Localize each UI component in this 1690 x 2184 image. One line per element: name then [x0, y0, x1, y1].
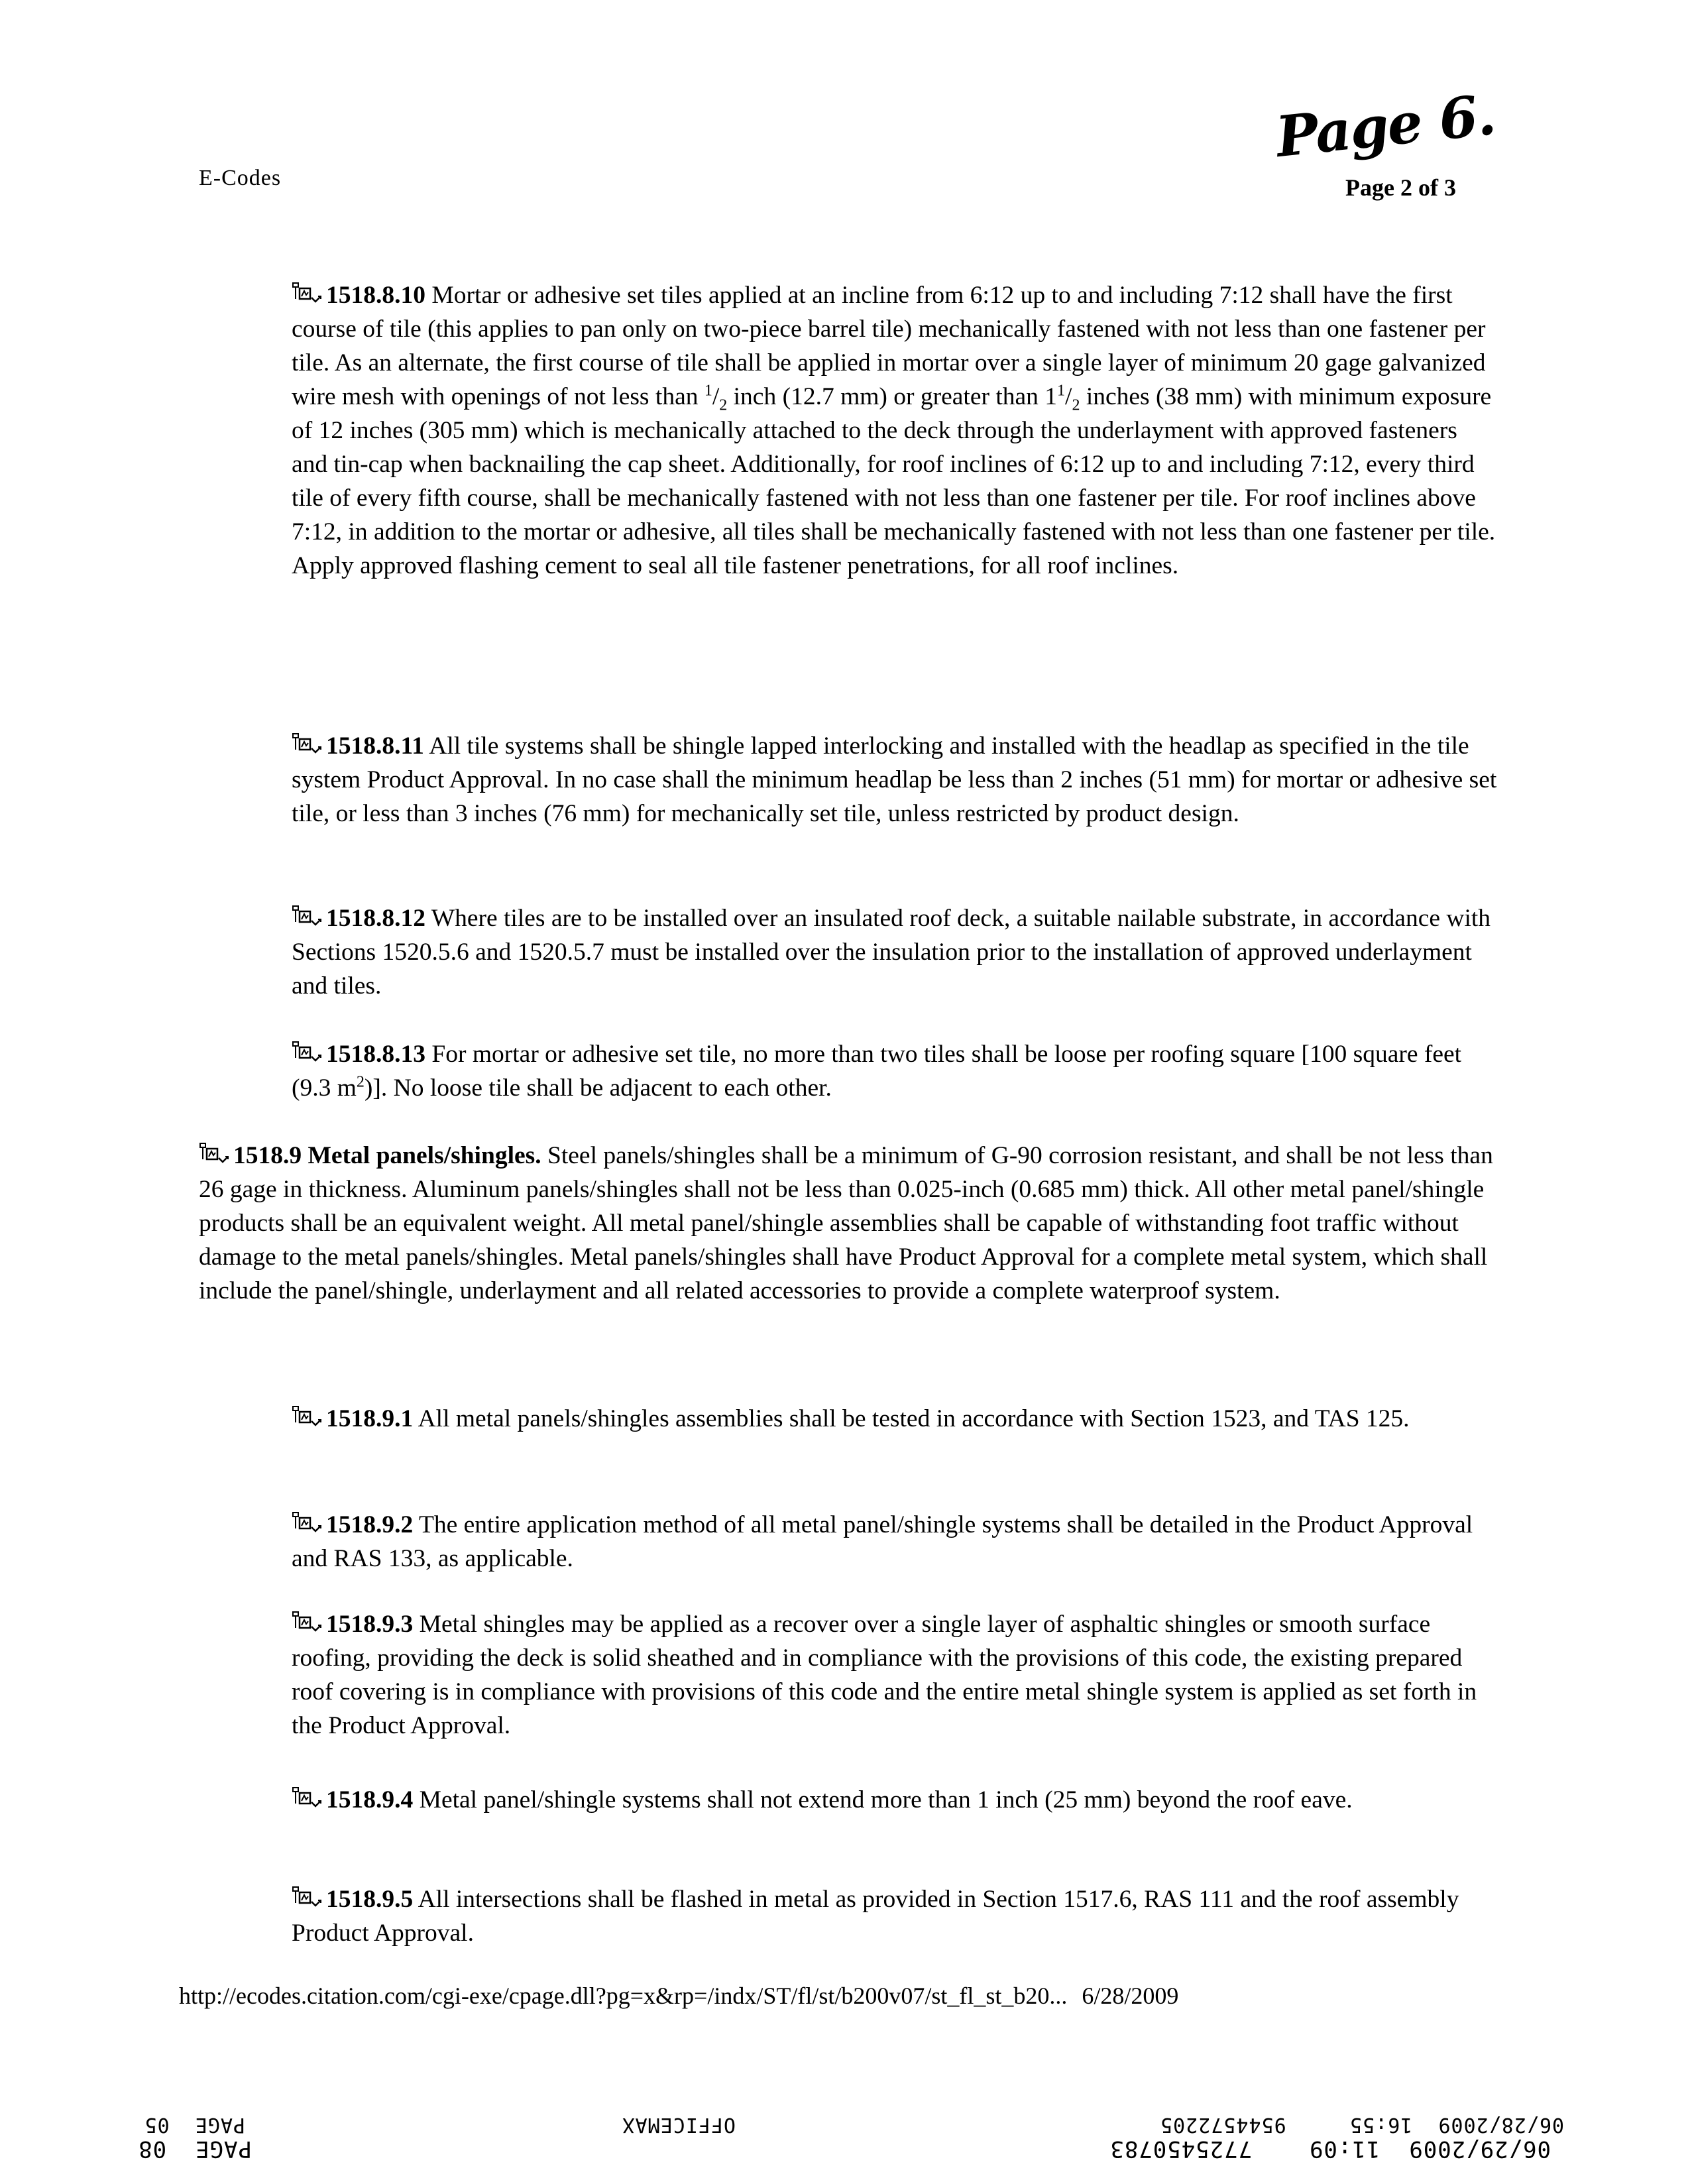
section-text: For mortar or adhesive set tile, no more than two tiles shall be loose per roofing square [100 square feet (9.3 m	[292, 1041, 1462, 1102]
section-1518-9-1	[292, 1402, 1498, 1436]
section-text: The entire application method of all metal panel/shingle systems shall be detailed in the Product Approval and RAS 133, as applicable.	[292, 1511, 1473, 1572]
section-number[interactable]: 1518.9.2	[326, 1511, 414, 1538]
section-text: Steel panels/shingles shall be a minimum of G-90 corrosion resistant, and shall be not less than 26 gage in thickness. Aluminum panels/shingles shall not be less than 0.025-inch (0.685 mm) thick. All other metal panel/shingle products shall be an equivalent weight. All metal panel/shingle assemblies shall be capable of withstanding foot traffic without damage to the metal panels/shingles. Metal panels/shingles shall have Product Approval for a complete metal system, which shall include the panel/shingle, underlayment and all related accessories to provide a complete waterproof system.	[199, 1142, 1493, 1304]
section-number[interactable]: 1518.8.13	[326, 1041, 425, 1068]
fax-sender: OFFICEMAX	[622, 2113, 736, 2136]
section-1518-9	[199, 1139, 1498, 1308]
page-footer	[179, 1982, 1531, 2010]
section-text: Where tiles are to be installed over an insulated roof deck, a suitable nailable substrate, in accordance with Sections 1520.5.6 and 1520.5.7 must be installed over the insulation prior to the installation of approved underlayment and tiles.	[292, 905, 1491, 1000]
section-text: All metal panels/shingles assemblies shall be tested in accordance with Section 1523, and TAS 125.	[418, 1405, 1410, 1432]
section-number[interactable]: 1518.9.4	[326, 1786, 414, 1813]
fax-time: 16:55	[1349, 2113, 1413, 2136]
source-url-link[interactable]: http://ecodes.citation.com/cgi-exe/cpage.dll?pg=x&rp=/indx/ST/fl/st/b200v07/st_fl_st_b20...	[179, 1983, 1068, 2009]
section-text: All tile systems shall be shingle lapped interlocking and installed with the headlap as specified in the tile system Product Approval. In no case shall the minimum headlap be less than 2 inches (51 mm) for mortar or adhesive set tile, or less than 3 inches (76 mm) for mechanically set tile, unless restricted by product design.	[292, 732, 1497, 827]
fax-page: PAGE 08	[138, 2136, 252, 2162]
section-1518-9-4	[292, 1783, 1498, 1817]
section-1518-9-5	[292, 1882, 1498, 1950]
section-text: All intersections shall be flashed in metal as provided in Section 1517.6, RAS 111 and the roof assembly Product Approval.	[292, 1886, 1459, 1947]
fax-page: PAGE 05	[144, 2113, 245, 2136]
section-text: Metal shingles may be applied as a recover over a single layer of asphaltic shingles or smooth surface roofing, providing the deck is solid sheathed and in compliance with the provisions of this code, the existing prepared roof covering is in compliance with provisions of this code and the entire metal shingle system is applied as set forth in the Product Approval.	[292, 1611, 1477, 1739]
fax-date: 06/29/2009	[1408, 2136, 1551, 2162]
section-number[interactable]: 1518.8.10	[326, 282, 425, 309]
section-link-icon[interactable]	[292, 1041, 322, 1063]
section-text: inch (12.7 mm) or greater than 1	[727, 383, 1058, 410]
section-text: Mortar or adhesive set tiles applied at an incline from 6:12 up to and including 7:12 shall have the first course of tile (this applies to pan only on two-piece barrel tile) mechanically fastened with not less than one fastener per tile. As an alternate, the first course of tile shall be applied in mortar over a single layer of minimum 20 gage galvanized wire mesh with openings of not less than	[292, 282, 1486, 410]
section-link-icon[interactable]	[292, 905, 322, 927]
fax-header-datetime-phone	[1021, 2113, 1564, 2136]
section-1518-8-13	[292, 1037, 1498, 1105]
fax-header-datetime-phone	[901, 2136, 1551, 2162]
section-link-icon[interactable]	[292, 1405, 322, 1428]
section-1518-9-2	[292, 1508, 1498, 1576]
section-number[interactable]: 1518.9.5	[326, 1886, 414, 1913]
fraction-denominator: 2	[1072, 396, 1080, 414]
section-link-icon[interactable]	[292, 282, 322, 304]
section-link-icon[interactable]	[292, 1511, 322, 1534]
handwritten-page-note: Page 6.	[1272, 82, 1498, 170]
section-1518-8-11	[292, 729, 1498, 831]
fraction-numerator: 1	[704, 382, 712, 400]
section-1518-8-10: 1518.8.10 Mortar or adhesive set tiles applied at an incline from 6:12 up to and including 7:12 shall have the first course of tile (this applies to pan only on two-piece barrel tile) mechanically fastened with not less than one fastener per tile. As an alternate, the first course of tile shall be applied in mortar over a single layer of minimum 20 gage galvanized wire mesh with openings of not less than $^1/_2$ inch (12.7 mm) or greater than $1^1/_2$ inches (38 mm) with minimum exposure of 12 inches (305 mm) which is mechanically attached to the deck through the underlayment with approved fasteners and tin-cap when backnailing the cap sheet. Additionally, for roof inclines of 6:12 up to and including 7:12, every third tile of every fifth course, shall be mechanically fastened with not less than one fastener per tile. For roof inclines above 7:12, in addition to the mortar or adhesive, all tiles shall be mechanically fastened with not less than one fastener per tile. Apply approved flashing cement to seal all tile fastener penetrations, for all roof inclines.	[292, 282, 1496, 579]
section-number[interactable]: 1518.9	[233, 1142, 302, 1169]
section-1518-8-12	[292, 901, 1498, 1003]
fax-phone: 9544572205	[1160, 2113, 1286, 2136]
section-link-icon[interactable]	[292, 732, 322, 755]
fraction-numerator: 1	[1057, 382, 1066, 400]
fraction-denominator: 2	[719, 396, 728, 414]
section-number[interactable]: 1518.8.11	[326, 732, 424, 760]
section-number[interactable]: 1518.8.12	[326, 905, 425, 932]
section-text: )]. No loose tile shall be adjacent to each other.	[364, 1074, 832, 1102]
section-text: Metal panel/shingle systems shall not extend more than 1 inch (25 mm) beyond the roof eave.	[419, 1786, 1353, 1813]
superscript: 2	[356, 1073, 365, 1091]
site-label: E-Codes	[199, 166, 282, 190]
fax-header-line-2	[106, 2136, 1564, 2162]
section-link-icon[interactable]	[292, 1886, 322, 1908]
section-1518-9-3	[292, 1607, 1498, 1743]
fax-time: 11:09	[1308, 2136, 1380, 2162]
section-text: inches (38 mm) with minimum exposure of 12 inches (305 mm) which is mechanically attached to the deck through the underlayment with approved fasteners and tin-cap when backnailing the cap sheet. Additionally, for roof inclines of 6:12 up to and including 7:12, every third tile of every fifth course, shall be mechanically fastened with not less than one fastener per tile. For roof inclines above 7:12, in addition to the mortar or adhesive, all tiles shall be mechanically fastened with not less than one fastener per tile. Apply approved flashing cement to seal all tile fastener penetrations, for all roof inclines.	[292, 383, 1496, 579]
fax-date: 06/28/2009	[1437, 2113, 1564, 2136]
section-link-icon[interactable]	[292, 1611, 322, 1633]
section-number[interactable]: 1518.9.1	[326, 1405, 414, 1432]
fax-header-line-1	[106, 2113, 1564, 2136]
section-link-icon[interactable]	[292, 1786, 322, 1809]
fax-phone: 7725450783	[1109, 2136, 1253, 2162]
page-indicator: Page 2 of 3	[1345, 174, 1456, 201]
section-link-icon[interactable]	[199, 1142, 229, 1165]
print-date: 6/28/2009	[1082, 1983, 1179, 2009]
section-number[interactable]: 1518.9.3	[326, 1611, 414, 1638]
section-title: Metal panels/shingles.	[308, 1142, 541, 1169]
